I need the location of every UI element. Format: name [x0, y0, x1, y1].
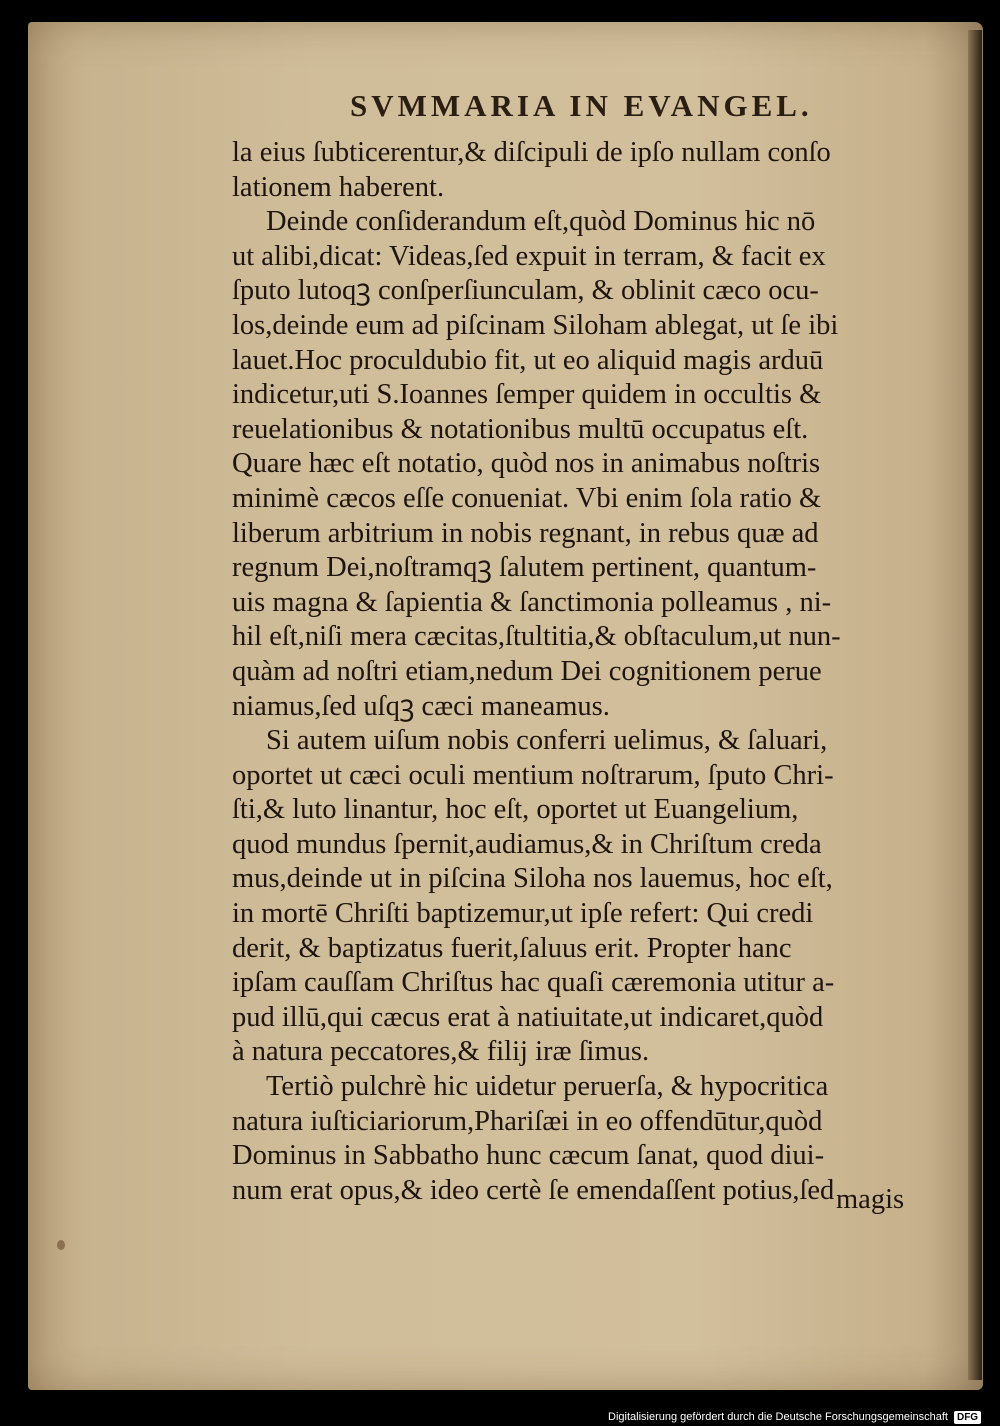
running-head: SVMMARIA IN EVANGEL. — [350, 88, 813, 123]
text-line: indicetur,uti S.Ioannes ſemper quidem in occultis & — [232, 379, 822, 411]
ink-stain — [57, 1240, 65, 1250]
body-text — [232, 136, 932, 1208]
text-line: regnum Dei,noſtramqꝫ ſalutem pertinent, quantum- — [232, 552, 817, 584]
text-line: hil eſt,niſi mera cæcitas,ſtultitia,& obſtaculum,ut nun- — [232, 621, 841, 653]
text-line: pud illū,qui cæcus erat à natiuitate,ut indicaret,quòd — [232, 1001, 824, 1033]
text-line: uis magna & ſapientia & ſanctimonia polleamus , ni- — [232, 586, 832, 618]
digitization-footer — [608, 1408, 1000, 1426]
text-line: quàm ad noſtri etiam,nedum Dei cognitionem perue — [232, 655, 822, 687]
text-line: Quare hæc eſt notatio, quòd nos in animabus noſtris — [232, 448, 821, 480]
text-line: ut alibi,dicat: Videas,ſed expuit in terram, & facit ex — [232, 240, 826, 272]
text-line: reuelationibus & notationibus multū occupatus eſt. — [232, 413, 809, 445]
text-line: quod mundus ſpernit,audiamus,& in Chriſtum creda — [232, 828, 822, 860]
text-line: lationem haberent. — [232, 171, 445, 203]
text-line: niamus,ſed uſqꝫ cæci maneamus. — [232, 690, 610, 722]
text-line: los,deinde eum ad piſcinam Siloham ablegat, ut ſe ibi — [232, 309, 839, 341]
text-line: minimè cæcos eſſe conueniat. Vbi enim ſola ratio & — [232, 482, 822, 514]
text-line: in mortē Chriſti baptizemur,ut ipſe refert: Qui credi — [232, 898, 814, 930]
text-line: ipſam cauſſam Chriſtus hac quaſi cæremonia utitur a- — [232, 967, 835, 999]
footer-credit: Digitalisierung gefördert durch die Deutsche Forschungsgemeinschaft — [608, 1411, 948, 1423]
text-line: natura iuſticiariorum,Phariſæi in eo offendūtur,quòd — [232, 1105, 823, 1137]
text-line: mus,deinde ut in piſcina Siloha nos lauemus, hoc eſt, — [232, 863, 833, 895]
text-line: ſti,& luto linantur, hoc eſt, oportet ut Euangelium, — [232, 794, 799, 826]
text-line: Tertiò pulchrè hic uidetur peruerſa, & hypocritica — [266, 1071, 829, 1103]
text-line: à natura peccatores,& filij iræ ſimus. — [232, 1036, 650, 1068]
text-line: liberum arbitrium in nobis regnant, in rebus quæ ad — [232, 517, 819, 549]
text-line: la eius ſubticerentur,& diſcipuli de ipſo nullam conſo — [232, 137, 831, 168]
text-line: num erat opus,& ideo certè ſe emendaſſent potius,ſed — [232, 1174, 835, 1206]
text-line: lauet.Hoc proculdubio fit, ut eo aliquid magis arduū — [232, 344, 824, 376]
page-edge-shadow — [968, 30, 982, 1380]
text-line: Dominus in Sabbatho hunc cæcum ſanat, quod diui- — [232, 1140, 825, 1172]
text-line: derit, & baptizatus fuerit,ſaluus erit. Propter hanc — [232, 932, 792, 964]
catchword: magis — [836, 1184, 905, 1215]
text-line: Deinde conſiderandum eſt,quòd Dominus hic nō — [266, 206, 816, 238]
text-line: Si autem uiſum nobis conferri uelimus, & ſaluari, — [266, 725, 828, 757]
dfg-logo-icon: DFG — [954, 1411, 981, 1424]
text-line: ſputo lutoqꝫ conſperſiunculam, & oblinit cæco ocu- — [232, 275, 819, 307]
text-line: oportet ut cæci oculi mentium noſtrarum, ſputo Chri- — [232, 759, 834, 791]
